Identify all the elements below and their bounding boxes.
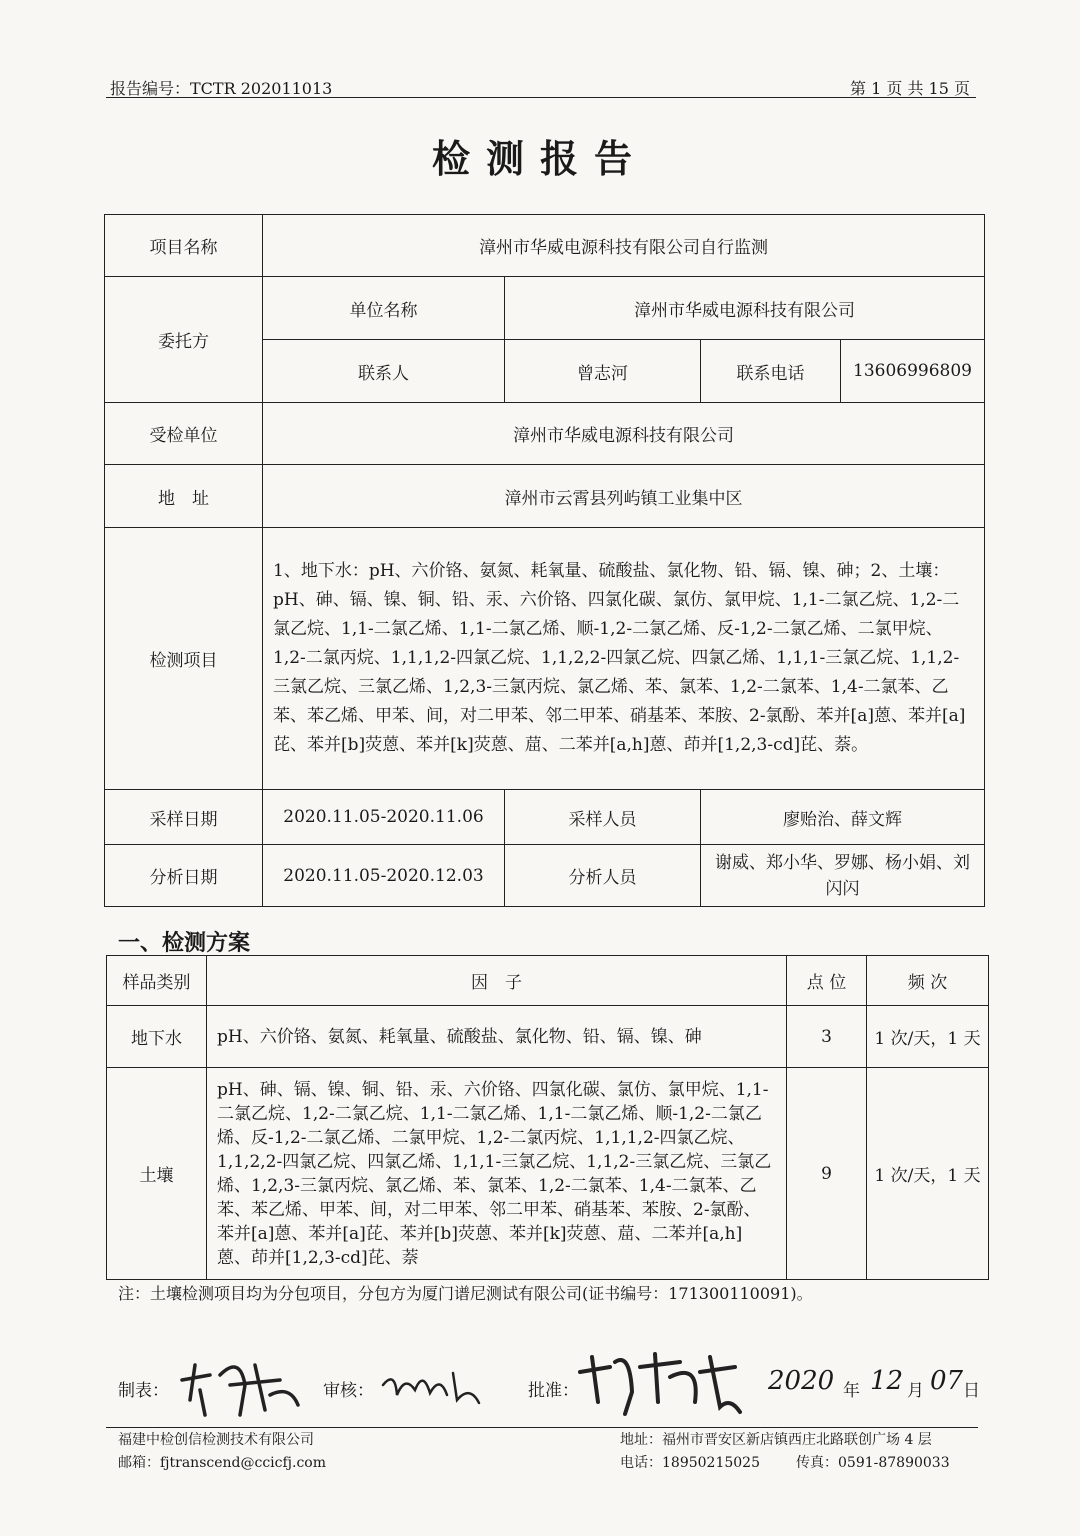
frequency-cell: 1 次/天，1 天 (867, 1006, 989, 1068)
reviewed-label: 审核： (323, 1381, 374, 1401)
table-row (105, 790, 985, 845)
unit-name: 漳州市华威电源科技有限公司 (505, 277, 985, 340)
items-text: 1、地下水：pH、六价铬、氨氮、耗氧量、硫酸盐、氯化物、铅、镉、镍、砷；2、土壤：pH、砷、镉、镍、铜、铅、汞、六价铬、四氯化碳、氯仿、氯甲烷、1,1-二氯乙烷、1,2-二氯乙烷、1,1-二氯乙烯、1,1-二氯乙烯、顺-1,2-二氯乙烯、反-1,2-二氯乙烯、二氯甲烷、1,2-二氯丙烷、1,1,1,2-四氯乙烷、1,1,2,2-四氯乙烷、四氯乙烯、1,1,1-三氯乙烷、1,1,2-三氯乙烷、三氯乙烯、1,2,3-三氯丙烷、氯乙烯、苯、氯苯、1,2-二氯苯、1,4-二氯苯、乙苯、苯乙烯、甲苯、间，对二甲苯、邻二甲苯、硝基苯、苯胺、2-氯酚、苯并[a]蒽、苯并[a]芘、苯并[b]荧蒽、苯并[k]荧蒽、䓛、二苯并[a,h]蒽、茚并[1,2,3-cd]芘、萘。 (263, 528, 985, 790)
project-name-label: 项目名称 (105, 215, 263, 277)
table-row (105, 215, 985, 277)
address-label: 地 址 (105, 465, 263, 528)
inspected-unit: 漳州市华威电源科技有限公司 (263, 403, 985, 465)
footer-divider (106, 1427, 978, 1428)
header-factors: 因 子 (207, 956, 787, 1006)
phone: 13606996809 (841, 340, 985, 403)
table-row (107, 1068, 989, 1280)
section-title: 一、检测方案 (118, 930, 251, 956)
points-cell: 9 (787, 1068, 867, 1280)
prepared-signature (170, 1345, 310, 1420)
footer-email: 邮箱：fjtranscend@ccicfj.com (118, 1455, 327, 1471)
table-header-row (107, 956, 989, 1006)
factors-cell: pH、六价铬、氨氮、耗氧量、硫酸盐、氯化物、铅、镉、镍、砷 (207, 1006, 787, 1068)
prepared-label: 制表： (118, 1381, 169, 1401)
items-label: 检测项目 (105, 528, 263, 790)
sampling-date-label: 采样日期 (105, 790, 263, 845)
approved-label: 批准： (528, 1381, 579, 1401)
points-cell: 3 (787, 1006, 867, 1068)
header-points: 点 位 (787, 956, 867, 1006)
table-row (107, 1006, 989, 1068)
table-row (105, 403, 985, 465)
sampling-date: 2020.11.05-2020.11.06 (263, 790, 505, 845)
table-row (105, 528, 985, 790)
frequency-cell: 1 次/天，1 天 (867, 1068, 989, 1280)
client-label: 委托方 (105, 277, 263, 403)
footer-fax: 传真：0591-87890033 (796, 1455, 950, 1471)
contact: 曾志河 (505, 340, 701, 403)
page-info: 第 1 页 共 15 页 (850, 79, 970, 98)
page-title: 检测报告 (431, 136, 648, 181)
inspected-label: 受检单位 (105, 403, 263, 465)
date-day-label: 日 (963, 1381, 980, 1401)
table-row (105, 465, 985, 528)
footer-phone: 电话：18950215025 (620, 1455, 760, 1471)
sampler-label: 采样人员 (505, 790, 701, 845)
plan-table (106, 955, 989, 1280)
unit-name-label: 单位名称 (263, 277, 505, 340)
date-day-value: 07 (930, 1366, 964, 1396)
sampler: 廖贻治、薛文辉 (701, 790, 985, 845)
info-table (104, 214, 985, 907)
footer-company: 福建中检创信检测技术有限公司 (118, 1432, 314, 1448)
date-month-label: 月 (907, 1381, 924, 1401)
note: 注：土壤检测项目均为分包项目，分包方为厦门谱尼测试有限公司(证书编号：171300110091)。 (118, 1284, 813, 1303)
analyst-label: 分析人员 (505, 845, 701, 907)
footer-address: 地址：福州市晋安区新店镇西庄北路联创广场 4 层 (620, 1432, 932, 1448)
header-divider (106, 97, 976, 98)
date-year-value: 2020 (768, 1366, 835, 1396)
category-cell: 地下水 (107, 1006, 207, 1068)
factors-cell: pH、砷、镉、镍、铜、铅、汞、六价铬、四氯化碳、氯仿、氯甲烷、1,1-二氯乙烷、1,2-二氯乙烷、1,1-二氯乙烯、1,1-二氯乙烯、顺-1,2-二氯乙烯、反-1,2-二氯乙烯、二氯甲烷、1,2-二氯丙烷、1,1,1,2-四氯乙烷、1,1,2,2-四氯乙烷、四氯乙烯、1,1,1-三氯乙烷、1,1,2-三氯乙烷、三氯乙烯、1,2,3-三氯丙烷、氯乙烯、苯、氯苯、1,2-二氯苯、1,4-二氯苯、乙苯、苯乙烯、甲苯、间，对二甲苯、邻二甲苯、硝基苯、苯胺、2-氯酚、苯并[a]蒽、苯并[a]芘、苯并[b]荧蒽、苯并[k]荧蒽、䓛、二苯并[a,h]蒽、茚并[1,2,3-cd]芘、萘 (207, 1068, 787, 1280)
analysis-date: 2020.11.05-2020.12.03 (263, 845, 505, 907)
analysis-date-label: 分析日期 (105, 845, 263, 907)
address: 漳州市云霄县列屿镇工业集中区 (263, 465, 985, 528)
header-frequency: 频 次 (867, 956, 989, 1006)
reviewed-signature (375, 1355, 485, 1415)
table-row (105, 845, 985, 907)
header-category: 样品类别 (107, 956, 207, 1006)
date-year-label: 年 (843, 1381, 860, 1401)
table-row (105, 277, 985, 340)
report-number: 报告编号：TCTR 202011013 (110, 79, 333, 98)
contact-label: 联系人 (263, 340, 505, 403)
approved-signature (570, 1342, 745, 1422)
phone-label: 联系电话 (701, 340, 841, 403)
analyst: 谢威、郑小华、罗娜、杨小娟、刘闪闪 (701, 845, 985, 907)
project-name: 漳州市华威电源科技有限公司自行监测 (263, 215, 985, 277)
date-month-value: 12 (870, 1366, 904, 1396)
category-cell: 土壤 (107, 1068, 207, 1280)
